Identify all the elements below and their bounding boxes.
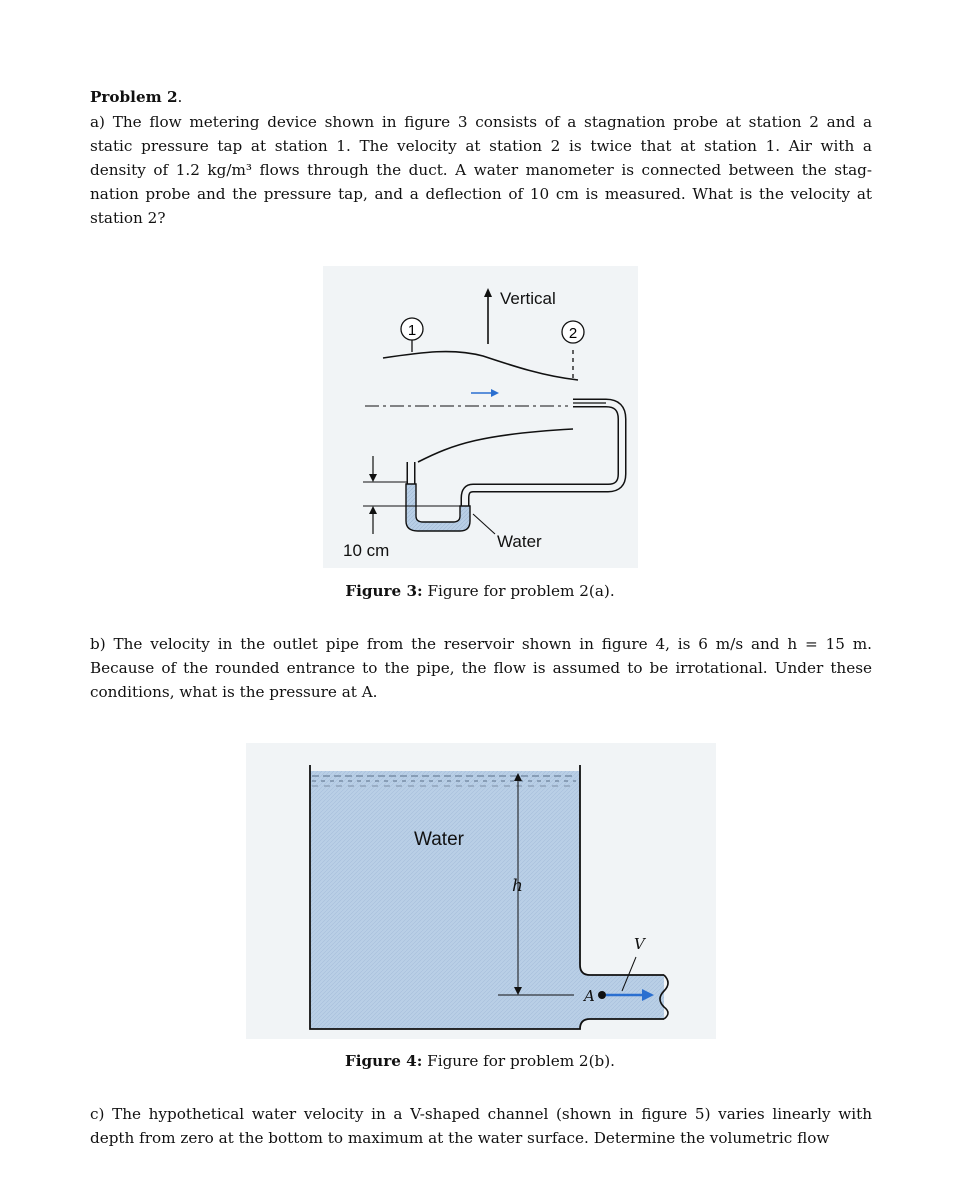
station-2-label: 2 [568, 325, 578, 342]
part-b-paragraph [90, 632, 872, 704]
h-label: h [512, 876, 523, 896]
velocity-label: V [634, 935, 645, 953]
part-a-line: density of 1.2 kg/m³ flows through the duct. A water manometer is connected between the stag- [90, 161, 872, 179]
point-a-label: A [584, 987, 595, 1005]
dimension-10cm-label: 10 cm [343, 541, 390, 560]
figure-4-caption: Figure 4: Figure for problem 2(b). [345, 1052, 615, 1070]
figure-3-diagram [323, 266, 638, 568]
part-b-line: b) The velocity in the outlet pipe from the reservoir shown in figure 4, is 6 m/s and h = 15 m. [90, 635, 872, 653]
part-c-line: c) The hypothetical water velocity in a V-shaped channel (shown in figure 5) varies linearly with [90, 1105, 872, 1123]
part-c-paragraph [90, 1102, 872, 1150]
figure-4 [246, 743, 716, 1039]
part-a-line: station 2? [90, 209, 166, 227]
station-1-label: 1 [407, 322, 417, 339]
part-a-line: a) The flow metering device shown in figure 3 consists of a stagnation probe at station 2 and a [90, 113, 872, 131]
part-b-line: conditions, what is the pressure at A. [90, 683, 378, 701]
figure-3-caption: Figure 3: Figure for problem 2(a). [345, 582, 615, 600]
part-c-line: depth from zero at the bottom to maximum at the water surface. Determine the volumetric flow [90, 1129, 830, 1147]
vertical-label: Vertical [500, 289, 556, 308]
figure-4-diagram [246, 743, 716, 1039]
part-a-line: static pressure tap at station 1. The velocity at station 2 is twice that at station 1. Air with a [90, 137, 872, 155]
part-b-line: Because of the rounded entrance to the pipe, the flow is assumed to be irrotational. Under these [90, 659, 872, 677]
part-a-paragraph [90, 110, 872, 230]
figure-3 [323, 266, 638, 568]
problem-heading: Problem 2. [90, 88, 183, 106]
part-a-line: nation probe and the pressure tap, and a deflection of 10 cm is measured. What is the velocity at [90, 185, 872, 203]
water-label: Water [414, 829, 464, 850]
point-a-dot [598, 991, 606, 999]
figure-background [323, 266, 638, 568]
water-label: Water [497, 532, 542, 551]
